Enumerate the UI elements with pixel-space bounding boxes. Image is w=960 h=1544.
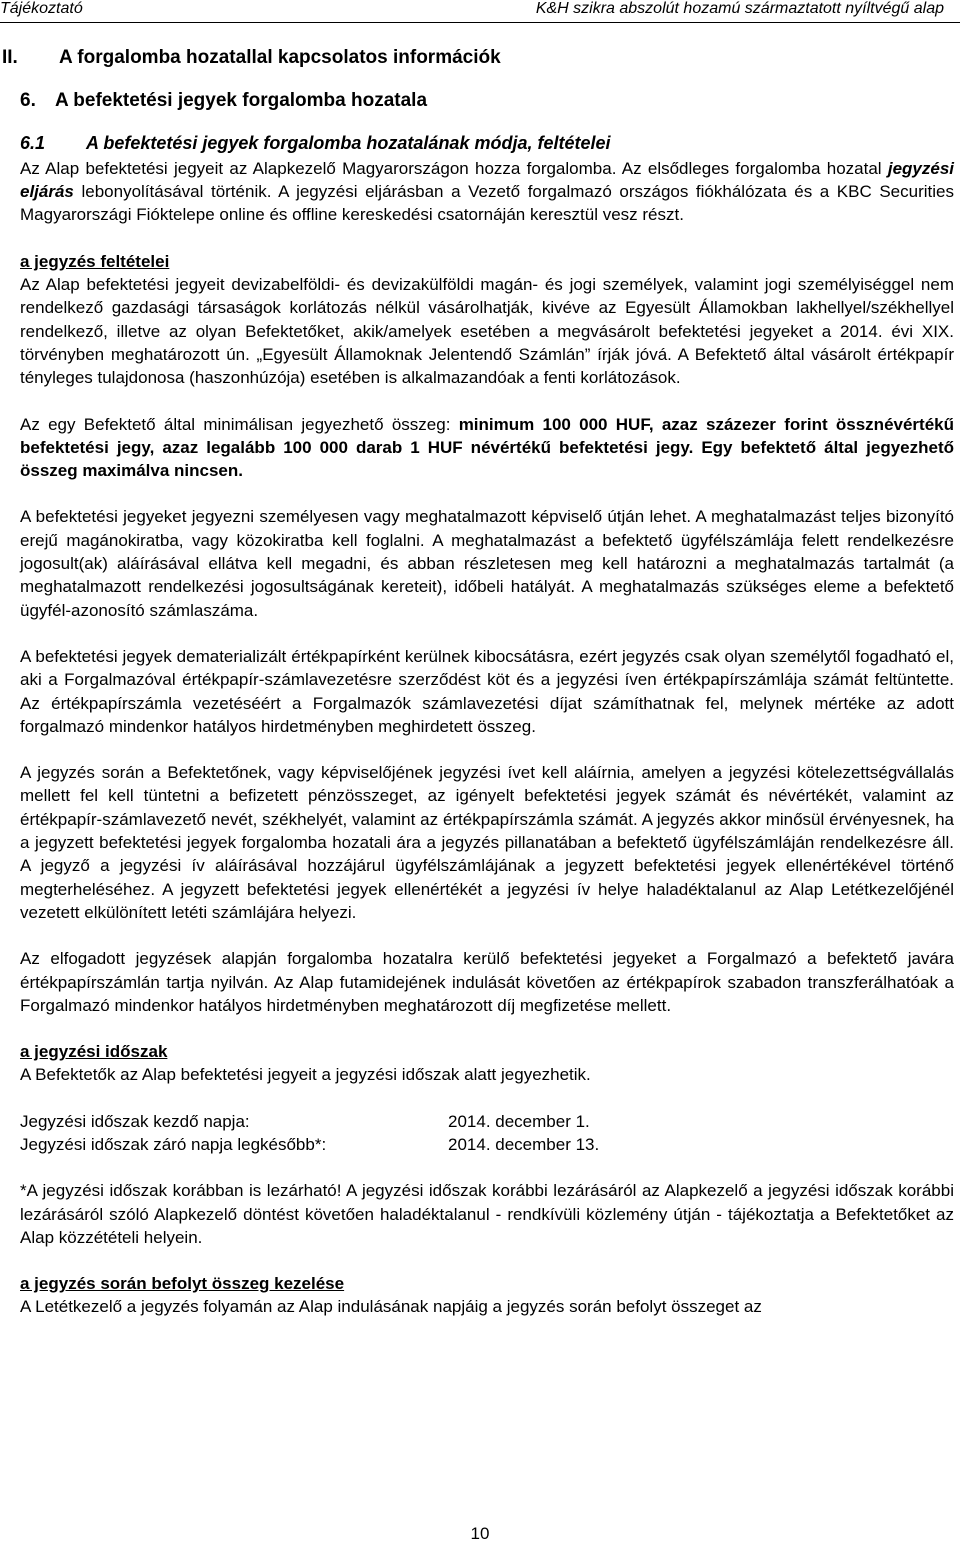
paragraph-kezeles: A Letétkezelő a jegyzés folyamán az Alap indulásának napjáig a jegyzés során befolyt összeget az	[20, 1297, 762, 1317]
heading-level-1	[2, 46, 954, 69]
date-value: 2014. december 13.	[448, 1134, 600, 1154]
heading-2-number: 6.	[20, 90, 36, 112]
heading-1-title: A forgalomba hozatallal kapcsolatos információk	[59, 47, 501, 68]
heading-2-title: A befektetési jegyek forgalomba hozatala	[55, 90, 428, 112]
heading-level-2	[20, 89, 954, 112]
paragraph-elfogadott: Az elfogadott jegyzések alapján forgalomba hozatalra kerülő befektetési jegyeket a Forgalmazó a befektető javára értékpapírszámlán tartja nyilván. Az Alap futamidejének indulását követően az értékpapírok szabadon transzferálhatóak a Forgalmazó mindenkor hatályos hirdetményben meghatározott díj megfizetése mellett.	[20, 949, 954, 1015]
dates-table	[20, 1110, 954, 1157]
header-right: K&H szikra abszolút hozamú származtatott nyíltvégű alap	[535, 0, 944, 17]
paragraph-jegyzes: A jegyzés során a Befektetőnek, vagy képviselőjének jegyzési ívet kell aláírnia, amelyen a jegyzési kötelezettségvállalás mellett fel kell tüntetni a befizetett pénzösszeget, az igényelt befektetési jegyek számát és névértékét, valamint az értékpapír-számlavezető nevét, székhelyét, valamint az értékpapírszámla számát. A jegyzés akkor minősül érvényesnek, ha a jegyzett befektetési jegyek forgalomba hozatali ára a jegyzés pillanatában a befektető ügyfélszámláján rendelkezésre áll. A jegyző a jegyzési ív aláírásával hozzájárul ügyfélszámlájának a jegyzett befektetési jegyek ellenértékével történő megterheléséhez. A jegyzett befektetési jegyek ellenértékét a jegyzési ív helye haladéktalanul az Alap Letétkezelőjénél vezetett elkülönített letéti számlájára helyezi.	[20, 763, 954, 922]
subsection-title-feltetelei: a jegyzés feltételei	[20, 251, 170, 271]
subsection-title-idoszak: a jegyzési időszak	[20, 1042, 168, 1062]
intro-text-c: lebonyolításával történik. A jegyzési eljárásban a Vezető forgalmazó országos fiókhálózata és a KBC Securities Magyarországi Fióktelepe online és offline kereskedési csatornáján keresztül vesz részt.	[20, 182, 954, 225]
paragraph-dematerializalt: A befektetési jegyek dematerializált értékpapírként kerülnek kibocsátásra, ezért jegyzés csak olyan személytől fogadható el, aki a Forgalmazóval értékpapír-számlavezetésre szerződést köt és a jegyzési íven értékpapírszámlája számát feltüntette. Az értékpapírszámla vezetéséért a Forgalmazók számlavezetési díjat számíthatnak fel, melynek mértéke az adott forgalmazó mindenkor hatályos hirdetményben meghirdetett összeg.	[20, 646, 954, 736]
date-row	[20, 1110, 954, 1133]
paragraph-minimum	[20, 413, 954, 483]
intro-text-a: Az Alap befektetési jegyeit az Alapkezelő Magyarországon hozza forgalomba. Az elsődleges forgalomba hozatal	[20, 158, 888, 178]
date-label: Jegyzési időszak kezdő napja:	[20, 1111, 250, 1131]
minimum-text: Az egy Befektető által minimálisan jegyezhető összeg:	[20, 414, 459, 434]
minimum-bold: minimum 100 000 HUF, azaz százezer forint össznévértékű befektetési jegy, azaz legalább 100 000 darab 1 HUF névértékű befektetési jegy. Egy befektető által jegyezhető összeg maximálva nincsen.	[20, 414, 954, 481]
heading-3-title: A befektetési jegyek forgalomba hozatalának módja, feltételei	[86, 132, 611, 153]
date-label: Jegyzési időszak záró napja legkésőbb*:	[20, 1134, 327, 1154]
paragraph-footnote: *A jegyzési időszak korábban is lezárható! A jegyzési időszak korábbi lezárásáról az Alapkezelő a jegyzési időszak korábbi lezárásáról szóló Alapkezelő döntést követően haladéktalanul - rendkívüli közlemény útján - tájékoztatja a Befektetőket az Alap közzétételi helyein.	[20, 1181, 954, 1247]
page-header	[0, 0, 960, 23]
header-left: Tájékoztató	[0, 0, 83, 17]
paragraph-intro	[20, 157, 954, 227]
intro-emphasis: jegyzési eljárás	[20, 158, 954, 202]
date-row	[20, 1133, 954, 1156]
page-number: 10	[470, 1524, 490, 1543]
document-body	[2, 46, 954, 1342]
date-value: 2014. december 1.	[448, 1111, 590, 1131]
paragraph-meghatalmazas: A befektetési jegyeket jegyezni személyesen vagy meghatalmazott képviselő útján lehet. A meghatalmazást teljes bizonyító erejű magánokiratba, vagy közokiratba kell foglalni. A meghatalmazást a befektető ügyfélszámlája felett rendelkezésre jogosult(ak) aláírásával ellátva kell megadni, és abban részletesen meg kell határozni a meghatalmazás tartalmát (a meghatalmazott rendelkezési jogosultságának kereteit), időbeli hatályát. A meghatalmazás szükséges eleme a befektető ügyfél-azonosító számlaszáma.	[20, 507, 954, 620]
subsection-title-kezeles: a jegyzés során befolyt összeg kezelése	[20, 1274, 345, 1294]
heading-level-3	[20, 132, 954, 155]
heading-1-number: II.	[2, 47, 18, 68]
paragraph-feltetelei: Az Alap befektetési jegyeit devizabelföldi- és devizakülföldi magán- és jogi személyek, valamint jogi személyiséggel nem rendelkező gazdasági társaságok korlátozás nélkül vásárolhatják, kivéve az Egyesült Államokban lakhellyel/székhellyel rendelkező, illetve az olyan Befektetőket, akik/amelyek esetében a megvásárolt befektetési jegyeket a 2014. évi XIX. törvényben meghatározott ún. „Egyesült Államoknak Jelentendő Számlán” írják jóvá. A Befektető által vásárolt értékpapír tényleges tulajdonosa (haszonhúzója) esetében is alkalmazandóak a fenti korlátozások.	[20, 275, 954, 388]
paragraph-idoszak: A Befektetők az Alap befektetési jegyeit a jegyzési időszak alatt jegyezhetik.	[20, 1065, 591, 1085]
heading-3-number: 6.1	[20, 132, 46, 153]
